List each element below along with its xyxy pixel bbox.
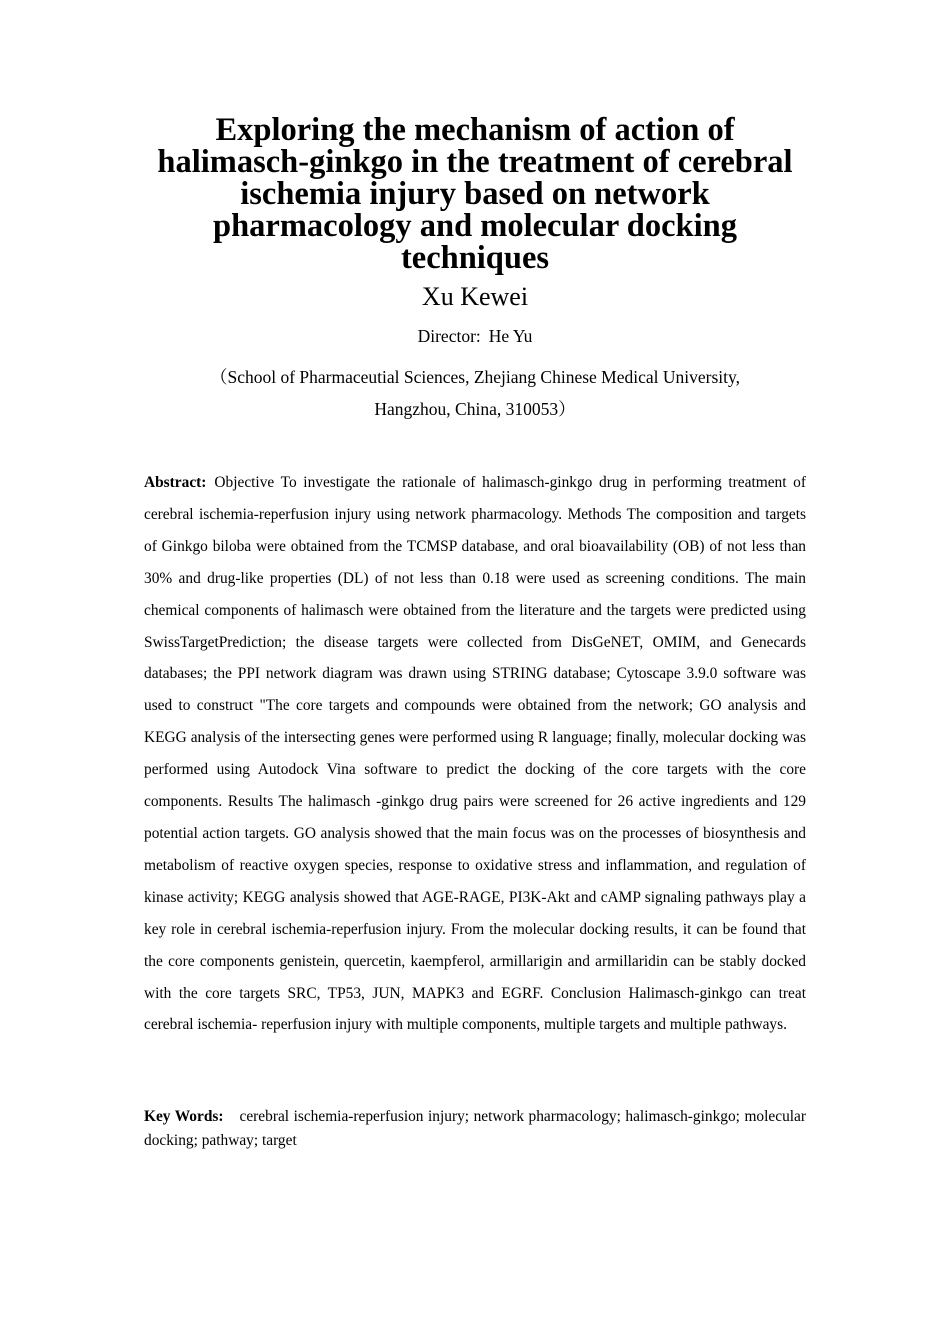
director-line bbox=[0, 324, 950, 348]
keywords bbox=[144, 1105, 806, 1153]
director-name: He Yu bbox=[488, 326, 533, 346]
author-name: Xu Kewei bbox=[421, 282, 529, 311]
keywords-text: cerebral ischemia-reperfusion injury; network pharmacology; halimasch-ginkgo; molecular docking; pathway; target bbox=[144, 1108, 806, 1149]
affiliation-line: Hangzhou, China, 310053） bbox=[374, 399, 576, 419]
abstract-label: Abstract: bbox=[144, 474, 207, 491]
abstract bbox=[144, 467, 806, 1041]
abstract-text: Objective To investigate the rationale of halimasch-ginkgo drug in performing treatment of cerebral ischemia-reperfusion injury using network pharmacology. Methods The composition and targets of Ginkgo biloba were obtained from the TCMSP database, and oral bioavailability (OB) of not less than 30% and drug-like properties (DL) of not less than 0.18 were used as screening conditions. The main chemical components of halimasch were obtained from the literature and the targets were predicted using SwissTargetPrediction; the disease targets were collected from DisGeNET, OMIM, and Genecards databases; the PPI network diagram was drawn using STRING database; Cytoscape 3.9.0 software was used to construct "The core targets and compounds were obtained from the network; GO analysis and KEGG analysis of the intersecting genes were performed using R language; finally, molecular docking was performed using Autodock Vina software to predict the docking of the core targets with the core components. Results The halimasch -ginkgo drug pairs were screened for 26 active ingredients and 129 potential action targets. GO analysis showed that the main focus was on the processes of biosynthesis and metabolism of reactive oxygen species, response to oxidative stress and inflammation, and regulation of kinase activity; KEGG analysis showed that AGE-RAGE, PI3K-Akt and cAMP signaling pathways play a key role in cerebral ischemia-reperfusion injury. From the molecular docking results, it can be found that the core components genistein, quercetin, kaempferol, armillarigin and armillaridin can be stably docked with the core targets SRC, TP53, JUN, MAPK3 and EGRF. Conclusion Halimasch-ginkgo can treat cerebral ischemia- reperfusion injury with multiple components, multiple targets and multiple pathways. bbox=[144, 474, 806, 1034]
affiliation-line: （School of Pharmaceutial Sciences, Zhejiang Chinese Medical University, bbox=[209, 367, 741, 387]
keywords-label: Key Words: bbox=[144, 1108, 224, 1125]
paper-title: Exploring the mechanism of action of halimasch-ginkgo in the treatment of cerebral ischemia injury based on network pharmacology and molecular docking techniques bbox=[157, 112, 793, 276]
director-label: Director: bbox=[417, 326, 481, 346]
affiliation bbox=[150, 361, 800, 425]
